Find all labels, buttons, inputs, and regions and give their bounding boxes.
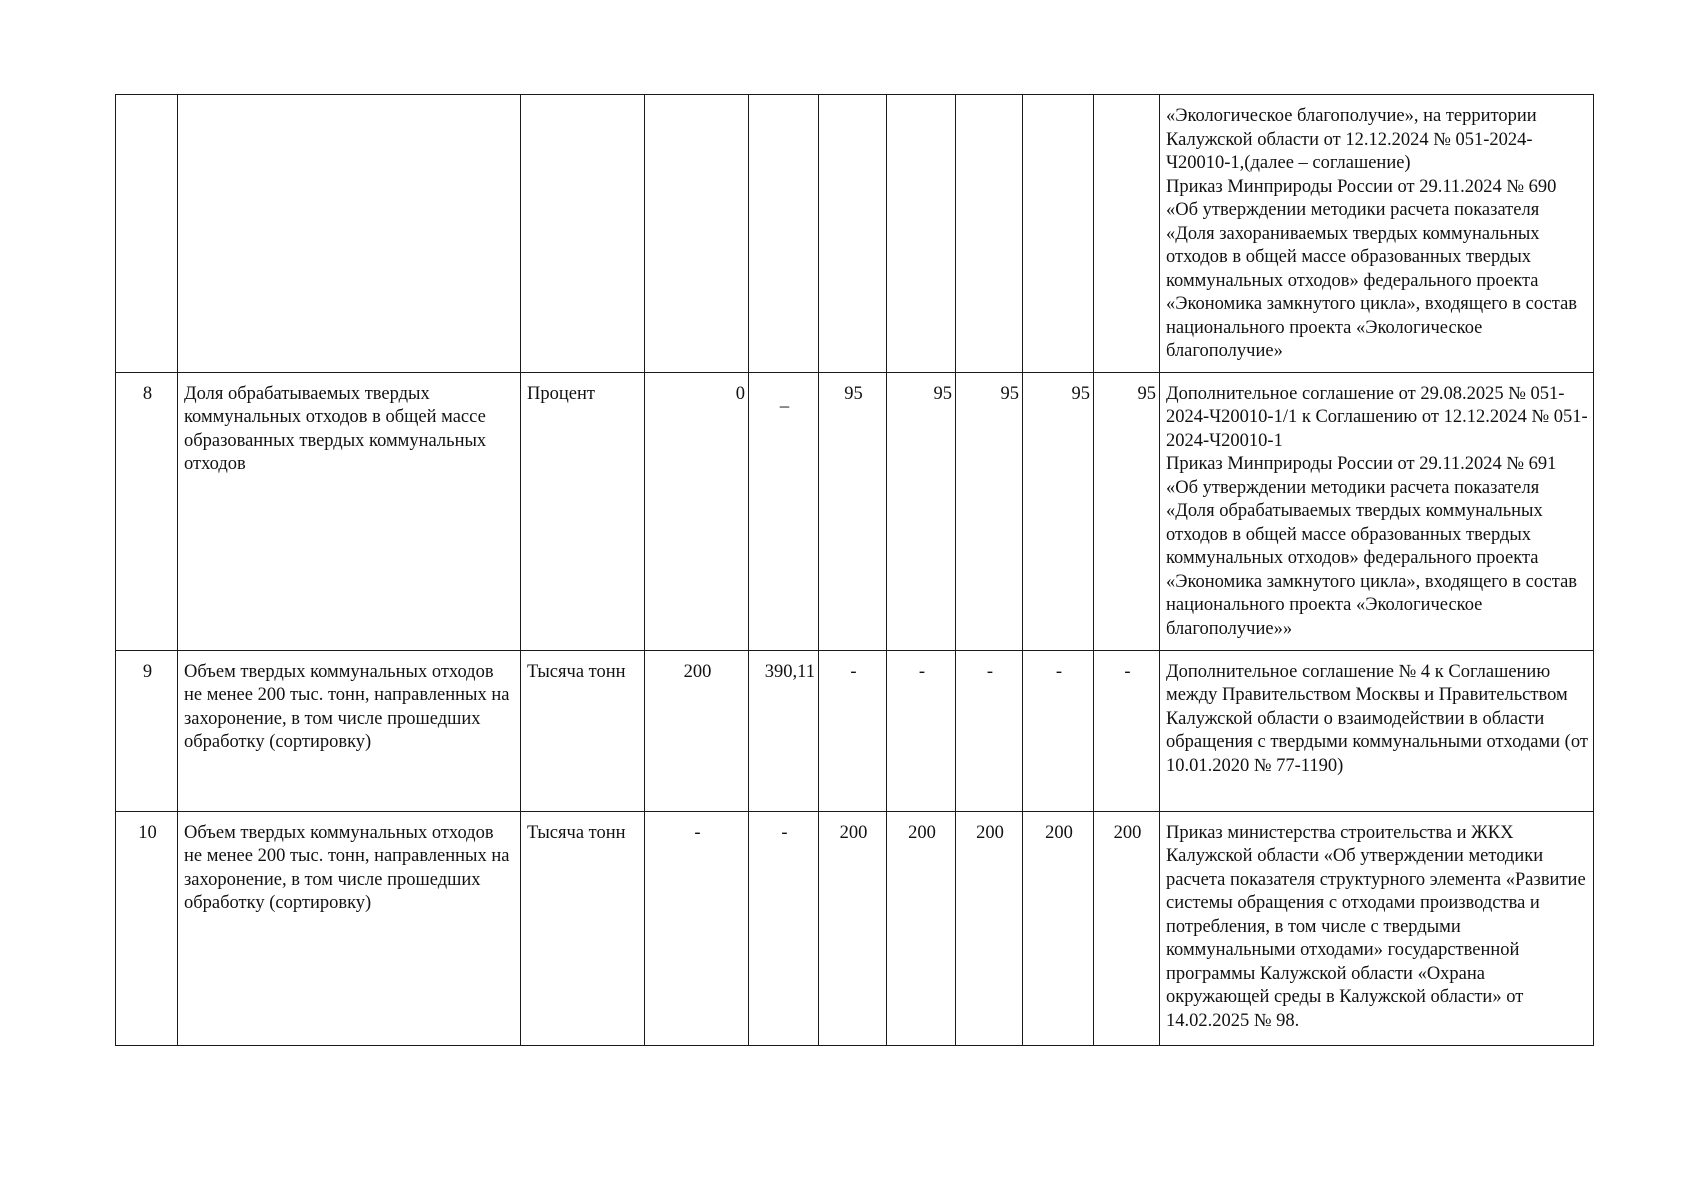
value-cell-5 [956, 811, 1023, 1045]
source-document-text: Дополнительное соглашение от 29.08.2025 № 051-2024-Ч20010-1/1 к Соглашению от 12.12.2024 № 051-2024-Ч20010-1 Приказ Минприроды России от 29.11.2024 № 691 «Об утверждении методики расчета показателя «Доля обрабатываемых твердых коммунальных отходов в общей массе образованных твердых коммунальных отходов» федерального проекта «Экономика замкнутого цикла», входящего в состав национального проекта «Экологическое благополучие»» [1166, 383, 1588, 639]
source-document-text: Дополнительное соглашение № 4 к Соглашению между Правительством Москвы и Правительством Калужской области о взаимодействии в области обращения с твердыми коммунальными отходами (от 10.01.2020 № 77-1190) [1166, 661, 1588, 776]
value-4: 200 [908, 822, 936, 843]
value-cell-1 [645, 811, 749, 1045]
value-7: 200 [1113, 822, 1142, 843]
table-row [116, 95, 1594, 373]
value-cell-3 [819, 95, 887, 373]
value-cell-2 [749, 811, 819, 1045]
source-document-cell [1160, 811, 1594, 1045]
value-cell-2 [749, 372, 819, 650]
value-cell-4 [887, 95, 956, 373]
row-number: 10 [138, 822, 157, 843]
value-cell-4 [887, 811, 956, 1045]
row-number: 9 [142, 661, 153, 682]
value-4: - [918, 661, 926, 682]
value-5: 200 [976, 822, 1004, 843]
value-7: - [1124, 661, 1131, 682]
row-number-cell [116, 95, 178, 373]
value-6: 95 [1071, 383, 1090, 404]
table-row [116, 811, 1594, 1045]
value-cell-7 [1094, 372, 1160, 650]
value-cell-2 [749, 650, 819, 811]
value-cell-4 [887, 372, 956, 650]
row-number-cell [116, 372, 178, 650]
value-cell-7 [1094, 95, 1160, 373]
value-cell-6 [1023, 95, 1094, 373]
value-2: _ [779, 389, 790, 410]
unit-label: Процент [527, 383, 595, 404]
value-cell-7 [1094, 650, 1160, 811]
table-row [116, 650, 1594, 811]
indicator-name-cell [178, 650, 521, 811]
value-1: 200 [683, 661, 712, 682]
value-cell-5 [956, 650, 1023, 811]
value-cell-6 [1023, 650, 1094, 811]
source-document-cell [1160, 372, 1594, 650]
indicator-name: Объем твердых коммунальных отходов не менее 200 тыс. тонн, направленных на захоронение, в том числе прошедших обработку (сортировку) [184, 661, 510, 752]
value-cell-5 [956, 372, 1023, 650]
row-number: 8 [142, 383, 153, 404]
indicator-name-cell [178, 372, 521, 650]
value-cell-1 [645, 650, 749, 811]
table-row [116, 372, 1594, 650]
value-3: 200 [839, 822, 868, 843]
value-6: - [1055, 661, 1063, 682]
value-cell-1 [645, 372, 749, 650]
value-cell-6 [1023, 811, 1094, 1045]
unit-label: Тысяча тонн [527, 822, 626, 843]
value-cell-3 [819, 650, 887, 811]
source-document-text: «Экологическое благополучие», на территории Калужской области от 12.12.2024 № 051-2024-Ч20010-1,(далее – соглашение) Приказ Минприроды России от 29.11.2024 № 690 «Об утверждении методики расчета показателя «Доля захораниваемых твердых коммунальных отходов в общей массе образованных твердых коммунальных отходов» федерального проекта «Экономика замкнутого цикла», входящего в состав национального проекта «Экологическое благополучие» [1166, 106, 1578, 361]
unit-label: Тысяча тонн [527, 661, 626, 682]
value-1: 0 [735, 383, 745, 404]
value-1: - [694, 822, 701, 843]
unit-cell [521, 650, 645, 811]
value-3: 95 [844, 383, 863, 404]
value-6: 200 [1045, 822, 1073, 843]
value-cell-4 [887, 650, 956, 811]
value-2: 390,11 [764, 661, 815, 682]
value-cell-7 [1094, 811, 1160, 1045]
unit-cell [521, 372, 645, 650]
value-cell-5 [956, 95, 1023, 373]
value-7: 95 [1137, 383, 1156, 404]
indicator-name-cell [178, 95, 521, 373]
row-number-cell [116, 811, 178, 1045]
value-cell-6 [1023, 372, 1094, 650]
value-cell-2 [749, 95, 819, 373]
value-cell-3 [819, 811, 887, 1045]
source-document-cell [1160, 650, 1594, 811]
indicators-table [115, 94, 1594, 1046]
value-3: - [850, 661, 857, 682]
value-cell-1 [645, 95, 749, 373]
value-5: - [986, 661, 994, 682]
source-document-text: Приказ министерства строительства и ЖКХ Калужской области «Об утверждении методики расчета показателя структурного элемента «Развитие системы обращения с отходами производства и потребления, в том числе с твердыми коммунальными отходами» государственной программы Калужской области «Охрана окружающей среды в Калужской области» от 14.02.2025 № 98. [1166, 822, 1586, 1031]
indicator-name-cell [178, 811, 521, 1045]
value-4: 95 [933, 383, 952, 404]
value-5: 95 [1000, 383, 1019, 404]
row-number-cell [116, 650, 178, 811]
indicator-name: Доля обрабатываемых твердых коммунальных отходов в общей массе образованных твердых коммунальных отходов [184, 383, 487, 474]
unit-cell [521, 95, 645, 373]
unit-cell [521, 811, 645, 1045]
value-cell-3 [819, 372, 887, 650]
indicator-name: Объем твердых коммунальных отходов не менее 200 тыс. тонн, направленных на захоронение, в том числе прошедших обработку (сортировку) [184, 822, 510, 913]
source-document-cell [1160, 95, 1594, 373]
value-2: - [781, 822, 788, 843]
